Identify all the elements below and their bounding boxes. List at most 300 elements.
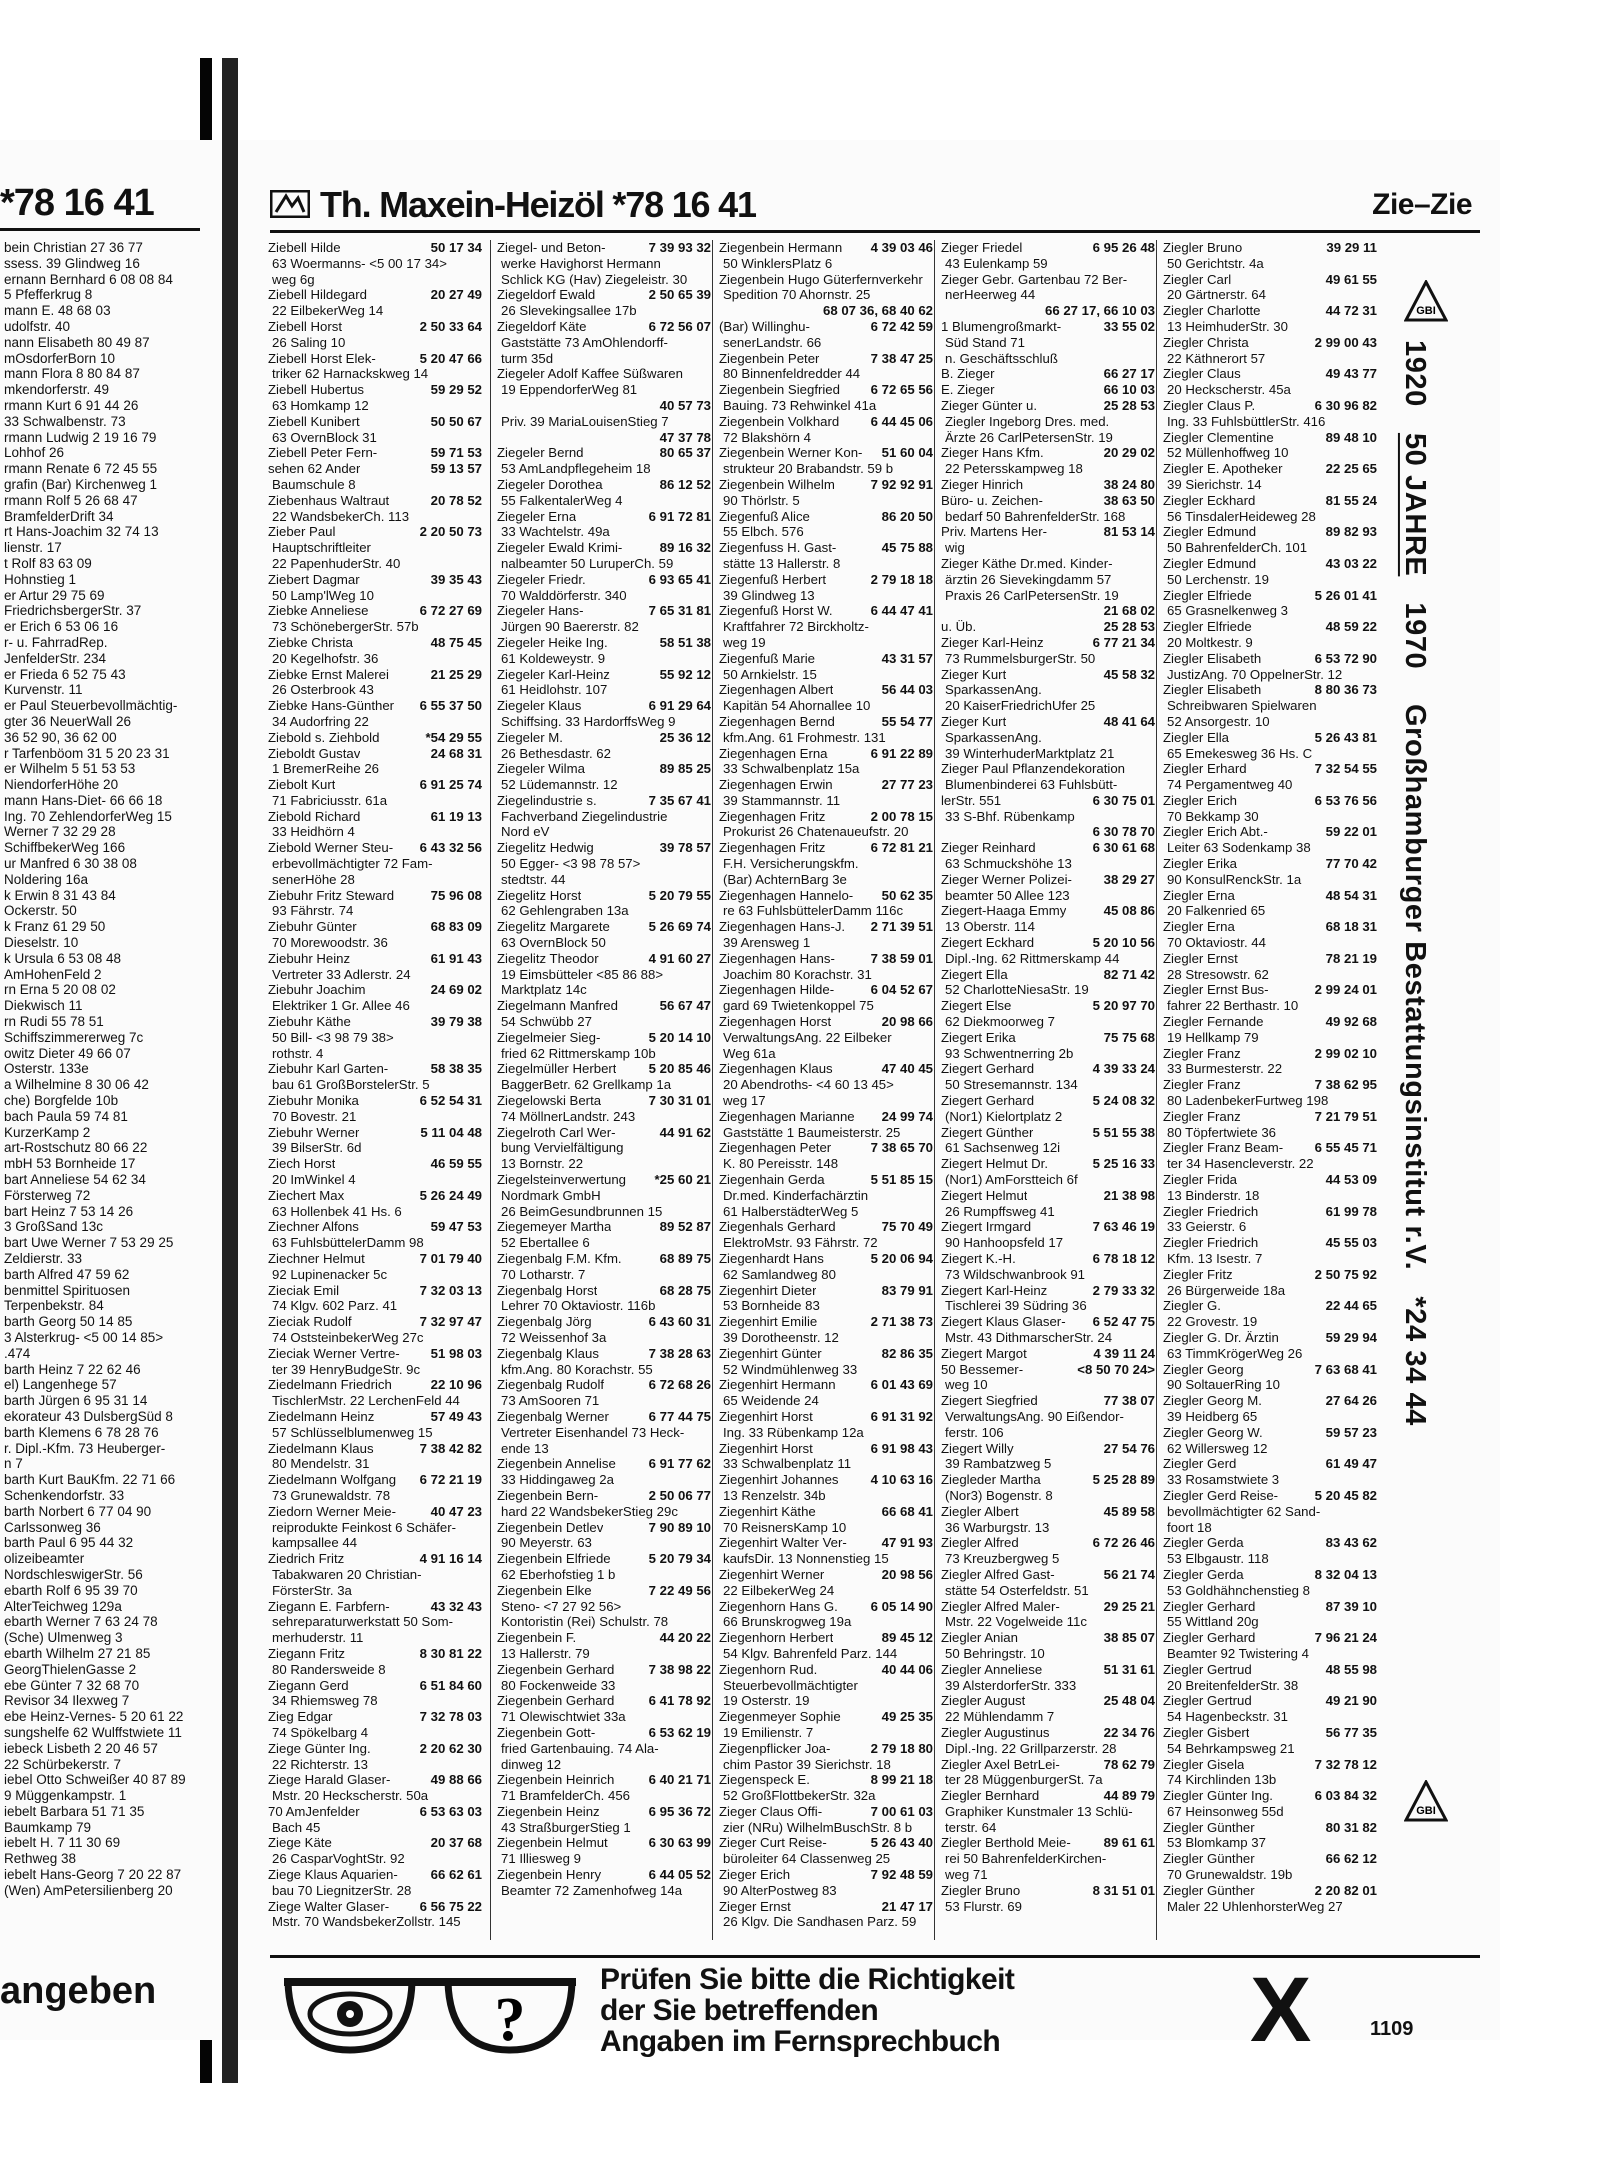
entry-phone: 5 20 06 94: [870, 1251, 933, 1266]
entry-name: Ziegler Elfriede: [1163, 619, 1252, 635]
entry-address: (Nor1) AmForstteich 6f: [945, 1172, 1078, 1188]
advertisement-line-1: Prüfen Sie bitte die Richtigkeit: [600, 1963, 1015, 1996]
entry-detail: [941, 1204, 1155, 1220]
directory-entry: [268, 1899, 482, 1915]
entry-phone: 6 93 65 41: [648, 571, 711, 587]
entry-phone: 44 20 22: [659, 1630, 711, 1646]
entry-address: 65 Emekesweg 36 Hs. C: [1167, 745, 1313, 761]
entry-detail: [941, 1077, 1155, 1093]
entry-phone: 4 39 11 24: [1093, 1345, 1155, 1361]
left-page: [0, 140, 222, 2040]
entry-phone: 20 78 52: [430, 492, 482, 508]
entry-phone: 6 91 72 81: [648, 508, 711, 524]
entry-detail: [268, 682, 482, 698]
entry-phone: 86 20 50: [881, 508, 933, 524]
entry-detail: [941, 509, 1155, 525]
entry-address: 74 MöllnerLandstr. 243: [501, 1108, 636, 1124]
entry-phone: 27 77 23: [881, 777, 933, 793]
entry-name: Ziegeler Dorothea: [497, 476, 603, 492]
entry-address: Schiffsing. 33 HardorffsWeg 9: [501, 713, 676, 729]
entry-name: Ziegert Gerhard: [941, 1093, 1035, 1109]
entry-detail: [719, 1298, 933, 1314]
entry-phone: 5 25 28 89: [1092, 1472, 1155, 1488]
entry-phone: 2 50 06 77: [648, 1487, 711, 1503]
entry-phone: 5 20 79 55: [648, 887, 711, 903]
entry-address: weg 6g: [272, 271, 315, 287]
entry-address: 20 ImWinkel 4: [272, 1172, 356, 1188]
entry-name: Zieger Ernst: [719, 1898, 791, 1914]
directory-entry: [268, 1346, 482, 1362]
entry-detail: [941, 1804, 1155, 1820]
entry-address: (Nor1) Kielortplatz 2: [945, 1108, 1063, 1124]
entry-name: Ziebuhr Heinz: [268, 950, 351, 966]
directory-entry: [1163, 1567, 1377, 1583]
directory-entry: [268, 1741, 482, 1757]
left-page-line: bein Christian 27 36 77: [4, 240, 143, 255]
entry-name: Ziegler Ella: [1163, 729, 1229, 745]
entry-address: 22 WandsbekerCh. 113: [272, 508, 410, 524]
entry-detail: [941, 1425, 1155, 1441]
left-page-line: Diekwisch 11: [4, 998, 83, 1014]
left-page-line: grafin (Bar) Kirchenweg 1: [4, 476, 158, 492]
entry-name: Ziegert Siegfried: [941, 1393, 1038, 1409]
entry-detail: [497, 1109, 711, 1125]
entry-address: 65 Weidende 24: [723, 1393, 819, 1409]
entry-detail: [497, 682, 711, 698]
entry-name: Ziegeler Hans-: [497, 603, 584, 619]
directory-entry: [268, 809, 482, 825]
entry-address: chim Pastor 39 Sierichstr. 18: [723, 1756, 891, 1772]
entry-detail: [941, 572, 1155, 588]
entry-name: Ziechner Alfons: [268, 1219, 359, 1235]
directory-entry: [941, 272, 1155, 288]
entry-name: (Bar) Willinghu-: [719, 318, 810, 334]
directory-entry: [497, 1219, 711, 1235]
entry-detail: [1163, 1646, 1377, 1662]
entry-name: Ziegler Franz: [1163, 1045, 1241, 1061]
left-page-line: Lohhof 26: [4, 445, 65, 461]
entry-address: 62 Gehlengraben 13a: [501, 903, 629, 919]
entry-address: 61 Sachsenweg 12i: [945, 1140, 1061, 1156]
entry-address: Spedition 70 Ahornstr. 25: [723, 287, 871, 303]
entry-phone: 2 79 18 80: [870, 1740, 933, 1756]
entry-phone: 47 91 93: [881, 1535, 933, 1551]
entry-name: Ziech Horst: [268, 1156, 336, 1172]
entry-address: 39 BilserStr. 6d: [272, 1140, 362, 1156]
directory-entry: [268, 351, 482, 367]
entry-phone: 6 30 96 82: [1314, 397, 1377, 413]
entry-detail: [941, 1014, 1155, 1030]
directory-entry: [941, 1535, 1155, 1551]
entry-name: Ziegelitz Hedwig: [497, 840, 594, 856]
entry-phone: 22 25 65: [1325, 461, 1377, 477]
entry-name: Ziegenbein Annelise: [497, 1456, 616, 1472]
directory-entry: [941, 935, 1155, 951]
entry-phone: 7 38 98 22: [648, 1661, 711, 1677]
directory-entry: [497, 398, 711, 414]
entry-name: Ziegler Gerd Reise-: [1163, 1487, 1279, 1503]
entry-detail: [719, 1235, 933, 1251]
entry-phone: 83 43 62: [1325, 1535, 1377, 1551]
entry-address: Blumenbinderei 63 Fuhlsbütt-: [945, 777, 1118, 793]
left-page-line: Werner 7 32 29 28: [4, 824, 116, 840]
directory-entry: [719, 1899, 933, 1915]
entry-name: Ziegemeyer Martha: [497, 1219, 612, 1235]
entry-detail: [719, 1125, 933, 1141]
entry-phone: 2 71 39 51: [870, 919, 933, 935]
entry-name: Ziegenmeyer Sophie: [719, 1709, 841, 1725]
entry-detail: [268, 366, 482, 382]
founding-year: 1920: [1399, 340, 1431, 407]
entry-name: Ziechner Helmut: [268, 1251, 365, 1266]
entry-phone: 5 26 43 81: [1314, 729, 1377, 745]
entry-phone: 59 13 57: [430, 461, 482, 477]
entry-phone: 6 53 72 90: [1314, 650, 1377, 666]
entry-address: bau 70 LiegnitzerStr. 28: [272, 1882, 412, 1898]
entry-address: terstr. 64: [945, 1819, 997, 1835]
entry-name: Ziegler Clementine: [1163, 429, 1274, 445]
directory-entry: [719, 1599, 933, 1615]
entry-phone: 6 01 43 69: [870, 1377, 933, 1393]
directory-entry: [1163, 1172, 1377, 1188]
entry-detail: [719, 430, 933, 446]
entry-phone: 40 44 06: [881, 1661, 933, 1677]
directory-entry: [1163, 824, 1377, 840]
directory-entry: [1163, 1046, 1377, 1062]
entry-detail: [497, 1330, 711, 1346]
directory-entry: [497, 540, 711, 556]
entry-detail: [941, 1741, 1155, 1757]
directory-entry: [941, 398, 1155, 414]
entry-name: Ziegler Friedrich: [1163, 1235, 1259, 1251]
entry-detail: [268, 540, 482, 556]
entry-address: 39 WinterhuderMarktplatz 21: [945, 745, 1115, 761]
entry-detail: [268, 1488, 482, 1504]
entry-detail: [719, 588, 933, 604]
entry-detail: [1163, 319, 1377, 335]
entry-name: Ziegeler Erna: [497, 508, 577, 524]
directory-entry: [1163, 1630, 1377, 1646]
left-page-line: NordschleswigerStr. 56: [4, 1566, 143, 1582]
entry-detail: [941, 1851, 1155, 1867]
entry-phone: 7 32 03 13: [419, 1282, 482, 1298]
entry-address: 50 Lamp'lWeg 10: [272, 587, 374, 603]
directory-entry: [268, 1014, 482, 1030]
entry-name: Ziegler Erika: [1163, 856, 1238, 872]
entry-phone: 82 71 42: [1103, 966, 1155, 982]
entry-address: bung Vervielfältigung: [501, 1140, 624, 1156]
directory-entry: [941, 1630, 1155, 1646]
entry-detail: [941, 982, 1155, 998]
entry-detail: [719, 1757, 933, 1773]
entry-detail: [1163, 1314, 1377, 1330]
directory-entry: [941, 1504, 1155, 1520]
entry-name: Ziegenbalg Klaus: [497, 1345, 599, 1361]
directory-entry: [1163, 1883, 1377, 1899]
directory-entry: [719, 840, 933, 856]
entry-name: Ziegert Helmut Dr.: [941, 1156, 1048, 1172]
entry-detail: [719, 903, 933, 919]
entry-name: Ziebuhr Monika: [268, 1093, 359, 1109]
left-page-line: .474: [4, 1345, 31, 1361]
entry-name: Ziegenbein Gott-: [497, 1724, 596, 1740]
directory-entry: [1163, 1456, 1377, 1472]
entry-address: 70 Oktaviostr. 44: [1167, 935, 1266, 951]
entry-address: 39 Heidberg 65: [1167, 1408, 1258, 1424]
funeral-institute-advertisement: [1386, 305, 1466, 1830]
entry-address: 53 AmLandpflegeheim 18: [501, 461, 651, 477]
entry-address: n. Geschäftsschluß: [945, 350, 1058, 366]
left-page-line: Ockerstr. 50: [4, 903, 77, 919]
entry-detail: [1163, 998, 1377, 1014]
directory-entry: [497, 667, 711, 683]
entry-phone: 6 91 25 74: [419, 777, 482, 793]
entry-detail: [268, 903, 482, 919]
entry-phone: 7 00 61 03: [870, 1803, 933, 1819]
entry-detail: [941, 651, 1155, 667]
entry-detail: [268, 272, 482, 288]
directory-entry: [941, 1346, 1155, 1362]
directory-entry: [941, 1757, 1155, 1773]
entry-detail: [719, 1488, 933, 1504]
entry-detail: [1163, 1030, 1377, 1046]
entry-detail: [719, 1693, 933, 1709]
svg-text:?: ?: [494, 1986, 526, 2054]
entry-name: Ziegenhirt Horst: [719, 1440, 813, 1456]
directory-entry: [719, 1314, 933, 1330]
entry-phone: 2 79 18 18: [870, 571, 933, 587]
entry-name: Ziegenhirt Werner: [719, 1566, 825, 1582]
left-page-line: SchiffbekerWeg 166: [4, 840, 126, 856]
left-page-line: barth Jürgen 6 95 31 14: [4, 1393, 148, 1409]
entry-name: Ziegler Edmund: [1163, 555, 1257, 571]
entry-name: Ziegert Günther: [941, 1124, 1034, 1140]
entry-phone: 7 38 47 25: [870, 350, 933, 366]
left-page-line: benmittel Spirituosen: [4, 1282, 131, 1298]
entry-name: Ziegler Gerd: [1163, 1456, 1237, 1472]
entry-detail: [268, 1614, 482, 1630]
entry-name: Ziegler Georg: [1163, 1361, 1244, 1377]
directory-entry: [268, 1093, 482, 1109]
page-title: Th. Maxein-Heizöl *78 16 41: [320, 184, 756, 225]
entry-name: Ziegert Gerhard: [941, 1061, 1035, 1077]
directory-entry: [497, 366, 711, 382]
entry-phone: 49 92 68: [1325, 1014, 1377, 1030]
entry-phone: 7 32 78 12: [1314, 1756, 1377, 1772]
entry-detail: [941, 1614, 1155, 1630]
entry-address: 20 Abendroths- <4 60 13 45>: [723, 1077, 894, 1093]
entry-phone: 39 29 11: [1326, 240, 1377, 255]
advertisement-x-mark: X: [1250, 1959, 1312, 2061]
advertisement-line-2: der Sie betreffenden: [600, 1994, 879, 2027]
directory-entry: [497, 1835, 711, 1851]
entry-name: Ziegenbein Peter: [719, 350, 820, 366]
entry-address: 92 Lupinenacker 5c: [272, 1266, 388, 1282]
entry-phone: 2 50 75 92: [1314, 1266, 1377, 1282]
entry-detail: [497, 809, 711, 825]
entry-name: Ziegenhirt Käthe: [719, 1503, 816, 1519]
entry-detail: [497, 1298, 711, 1314]
entry-address: 72 Blakshörn 4: [723, 429, 811, 445]
entry-detail: [268, 1820, 482, 1836]
entry-phone: 51 98 03: [430, 1345, 482, 1361]
directory-entry: [941, 714, 1155, 730]
directory-entry: [941, 998, 1155, 1014]
entry-detail: [497, 967, 711, 983]
entry-detail: [497, 303, 711, 319]
entry-name: Ziegenbein F.: [497, 1630, 577, 1646]
entry-name: Ziegler Gertrud: [1163, 1693, 1252, 1709]
funeral-institute-text: [1398, 340, 1431, 1426]
entry-address: 53 Blomkamp 37: [1167, 1835, 1266, 1851]
entry-name: Ziegenhagen Klaus: [719, 1061, 833, 1077]
entry-phone: 58 38 35: [430, 1061, 482, 1077]
entry-name: Ziegenfuß Alice: [719, 508, 810, 524]
entry-address: 26 BeimGesundbrunnen 15: [501, 1203, 663, 1219]
entry-phone: 22 34 76: [1103, 1724, 1155, 1740]
entry-phone: 6 53 76 56: [1314, 792, 1377, 808]
entry-address: 50 WinklersPlatz 6: [723, 255, 833, 271]
directory-entry: [1163, 1235, 1377, 1251]
entry-detail: [497, 1599, 711, 1615]
entry-phone: 6 55 37 50: [419, 698, 482, 714]
entry-phone: 2 20 82 01: [1314, 1882, 1377, 1898]
entry-address: merhuderstr. 11: [272, 1630, 364, 1646]
entry-phone: 45 75 88: [881, 540, 933, 556]
entry-phone: 6 91 98 43: [870, 1440, 933, 1456]
entry-address: 50 Stresemannstr. 134: [945, 1077, 1078, 1093]
entry-phone: 29 25 21: [1103, 1598, 1155, 1614]
entry-detail: [268, 477, 482, 493]
entry-phone: 49 61 55: [1325, 271, 1377, 287]
entry-name: Ziebenhaus Waltraut: [268, 492, 390, 508]
entry-name: Ziegler Gerhard: [1163, 1630, 1256, 1646]
directory-entry: [1163, 556, 1377, 572]
entry-address: 54 Behrkampsweg 21: [1167, 1740, 1295, 1756]
entry-address: 50 Egger- <3 98 78 57>: [501, 856, 641, 872]
entry-detail: [941, 1330, 1155, 1346]
entry-address: 26 Slevekingsallee 17b: [501, 303, 637, 319]
entry-detail: [719, 1425, 933, 1441]
directory-entry: [941, 840, 1155, 856]
entry-detail: [268, 509, 482, 525]
entry-phone: 6 05 14 90: [870, 1598, 933, 1614]
left-page-line: Schiffszimmererweg 7c: [4, 1029, 144, 1045]
directory-entry: [941, 872, 1155, 888]
left-page-line: er Wilhelm 5 51 53 53: [4, 761, 136, 777]
entry-address: 67 Heinsonweg 55d: [1167, 1803, 1284, 1819]
entry-address: Prokurist 26 Chatenaueufstr. 20: [723, 824, 909, 840]
entry-phone: 2 99 24 01: [1314, 982, 1377, 998]
entry-detail: [1163, 746, 1377, 762]
entry-detail: [497, 714, 711, 730]
left-page-line: iebelt Barbara 51 71 35: [4, 1803, 145, 1819]
directory-entry: [268, 287, 482, 303]
entry-detail: [941, 1456, 1155, 1472]
entry-phone: 6 77 44 75: [648, 1408, 711, 1424]
entry-name: 1 Blumengroßmarkt-: [941, 318, 1062, 334]
entry-name: Ziegert Klaus Glaser-: [941, 1314, 1066, 1330]
entry-address: 39 Arensweg 1: [723, 935, 811, 951]
entry-address: weg 71: [945, 1867, 988, 1883]
entry-phone: 49 88 66: [430, 1772, 482, 1788]
entry-detail: [1163, 540, 1377, 556]
entry-detail: [497, 1472, 711, 1488]
entry-name: Ziegenhagen Horst: [719, 1014, 832, 1030]
entry-detail: [268, 1535, 482, 1551]
entry-phone: 2 20 62 30: [419, 1740, 482, 1756]
directory-entry: [719, 714, 933, 730]
entry-address: 63 OvernBlock 50: [501, 935, 606, 951]
entry-detail: [268, 1330, 482, 1346]
entry-name: Zieciak Emil: [268, 1282, 340, 1298]
entry-name: Ziegeler Karl-Heinz: [497, 666, 610, 682]
entry-address: 74 OststeinbekerWeg 27c: [272, 1329, 424, 1345]
entry-address: 26 Osterbrook 43: [272, 682, 374, 698]
entry-address: Ziegler Ingeborg Dres. med.: [945, 413, 1110, 429]
entry-phone: 59 71 53: [430, 445, 482, 461]
directory-entry: [1163, 730, 1377, 746]
entry-name: Ziegeler Klaus: [497, 698, 582, 714]
left-page-line: 3 GroßSand 13c: [4, 1219, 104, 1235]
entry-detail: [719, 1456, 933, 1472]
entry-address: Dipl.-Ing. 62 Rittmerskamp 44: [945, 950, 1120, 966]
entry-name: Ziegenhagen Hilde-: [719, 982, 835, 998]
entry-detail: [719, 287, 933, 303]
directory-entry: [1163, 1140, 1377, 1156]
entry-address: F.H. Versicherungskfm.: [723, 856, 859, 872]
entry-detail: [497, 1267, 711, 1283]
entry-address: 26 Rumpffsweg 41: [945, 1203, 1055, 1219]
directory-entry: [719, 809, 933, 825]
entry-phone: 7 32 97 47: [419, 1314, 482, 1330]
entry-address: 55 Elbch. 576: [723, 524, 804, 540]
directory-entry: [719, 1109, 933, 1125]
entry-detail: [719, 1204, 933, 1220]
entry-address: 73 Kreuzbergweg 5: [945, 1551, 1060, 1567]
entry-phone: 33 55 02: [1103, 318, 1155, 334]
entry-name: Ziegler Gerhard: [1163, 1598, 1256, 1614]
directory-entry: [719, 982, 933, 998]
left-page-line: rmann Rolf 5 26 68 47: [4, 492, 138, 508]
directory-entry: [719, 1630, 933, 1646]
svg-text:GBI: GBI: [1416, 1805, 1436, 1817]
entry-address: 20 Kegelhofstr. 36: [272, 650, 379, 666]
entry-name: Ziegler Günter Ing.: [1163, 1788, 1273, 1804]
entry-name: Ziegenhirt Hermann: [719, 1377, 836, 1393]
entry-detail: [268, 1567, 482, 1583]
directory-entry: [719, 1061, 933, 1077]
entry-address: 19 EppendorferWeg 81: [501, 382, 638, 398]
directory-entry: [1163, 588, 1377, 604]
directory-entry: [268, 951, 482, 967]
directory-entry: [719, 572, 933, 588]
entry-name: Ziegler Bruno: [1163, 240, 1243, 255]
entry-detail: [719, 667, 933, 683]
entry-phone: 5 20 45 82: [1314, 1487, 1377, 1503]
entry-detail: [497, 1883, 711, 1899]
directory-entry: [497, 1346, 711, 1362]
entry-name: Ziegenbalg Rudolf: [497, 1377, 605, 1393]
directory-entry: [268, 1283, 482, 1299]
left-page-line: (Sche) Ulmenweg 3: [4, 1630, 123, 1646]
entry-phone: 66 27 17, 66 10 03: [1045, 303, 1155, 319]
entry-phone: 6 52 54 31: [419, 1093, 482, 1109]
entry-address: 22 EilbekerWeg 24: [723, 1582, 835, 1598]
entry-address: Bach 45: [272, 1819, 321, 1835]
entry-address: kaufsDir. 13 Nonnenstieg 15: [723, 1551, 889, 1567]
directory-entry: [719, 919, 933, 935]
